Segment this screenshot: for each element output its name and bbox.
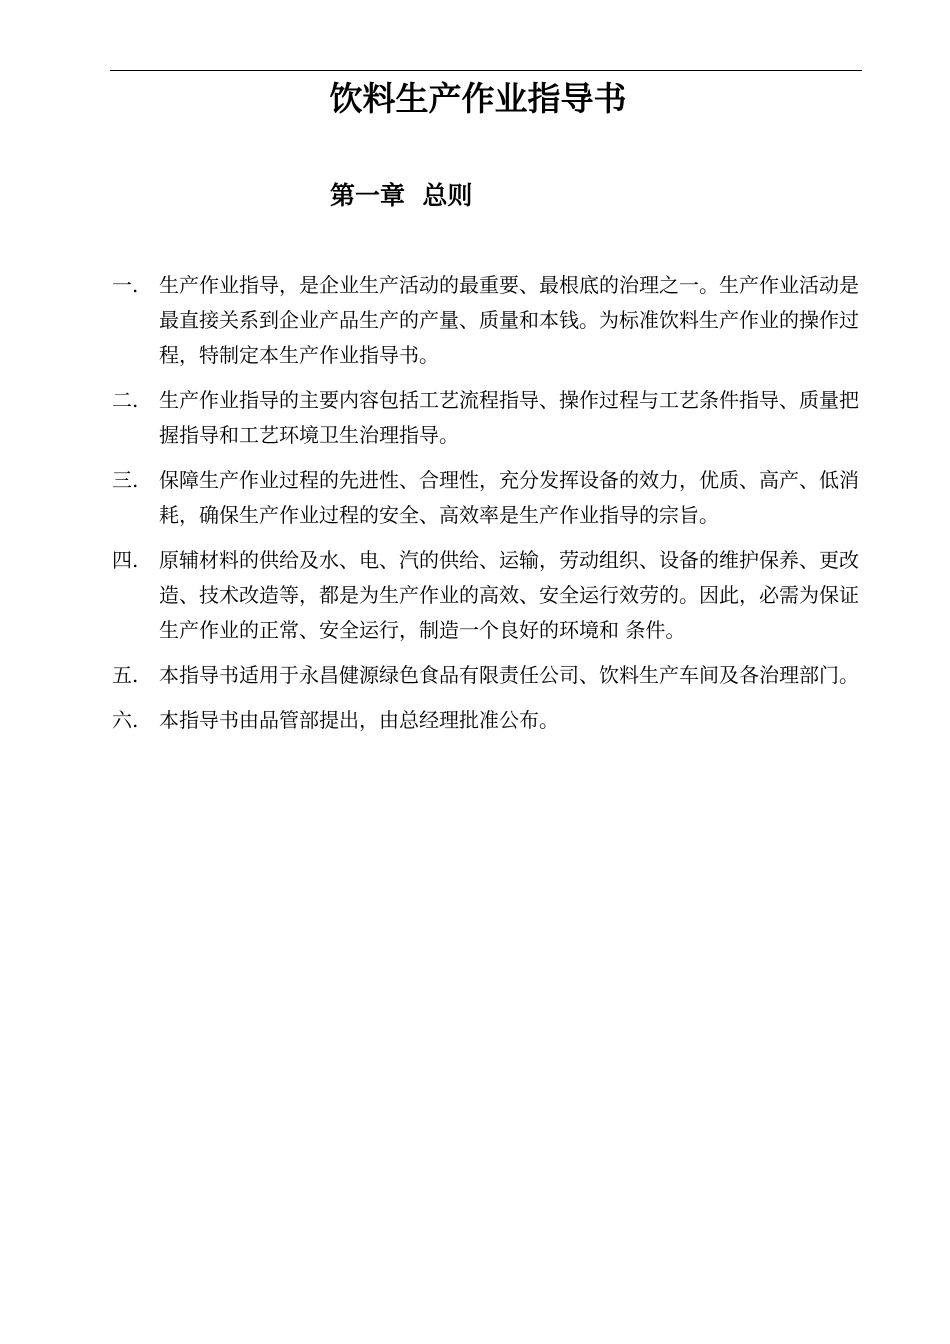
article-1 [112, 268, 882, 373]
article-number: 六. [112, 708, 139, 732]
article-text: 本指导书适用于永昌健源绿色食品有限责任公司、饮料生产车间及各治理部门。 [159, 663, 859, 687]
article-list [112, 268, 882, 748]
article-number: 一. [112, 273, 139, 297]
header-rule [110, 70, 862, 71]
article-text: 本指导书由品管部提出，由总经理批准公布。 [159, 708, 559, 732]
article-6 [112, 703, 882, 738]
document-title: 饮料生产作业指导书 [329, 79, 627, 118]
article-number: 五. [112, 663, 139, 687]
article-text: 保障生产作业过程的先进性、合理性，充分发挥设备的效力，优质、高产、低消耗，确保生产作业过程的安全、高效率是生产作业指导的宗旨。 [159, 468, 859, 527]
chapter-heading: 第一章 总则 [330, 181, 473, 210]
article-3 [112, 463, 882, 533]
article-2 [112, 383, 882, 453]
article-text: 原辅材料的供给及水、电、汽的供给、运输，劳动组织、设备的维护保养、更改造、技术改造等，都是为生产作业的高效、安全运行效劳的。因此，必需为保证生产作业的正常、安全运行，制造一个良好的环境和 条件。 [159, 548, 859, 642]
article-text: 生产作业指导的主要内容包括工艺流程指导、操作过程与工艺条件指导、质量把握指导和工艺环境卫生治理指导。 [159, 388, 859, 447]
article-number: 二. [112, 388, 139, 412]
article-number: 三. [112, 468, 139, 492]
article-text: 生产作业指导，是企业生产活动的最重要、最根底的治理之一。生产作业活动是最直接关系到企业产品生产的产量、质量和本钱。为标准饮料生产作业的操作过程，特制定本生产作业指导书。 [159, 273, 859, 367]
article-4 [112, 543, 882, 648]
article-5 [112, 658, 882, 693]
article-number: 四. [112, 548, 139, 572]
